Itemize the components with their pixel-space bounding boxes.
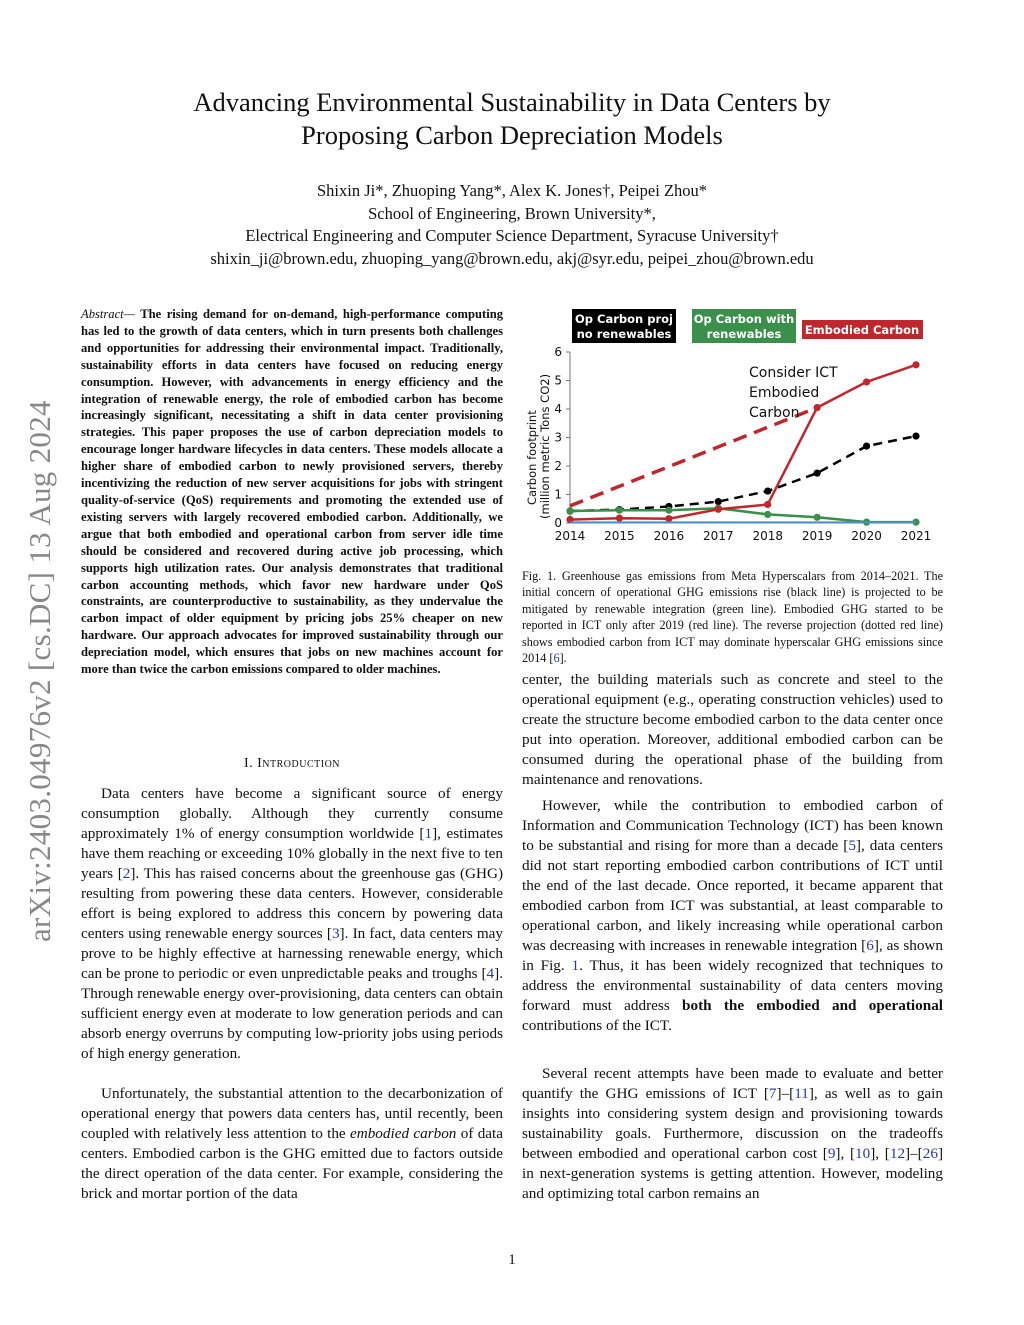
data-point [814,514,821,521]
section-heading-introduction: I. Introduction [243,756,341,771]
citation-link[interactable]: 7 [768,1085,777,1102]
data-point [764,511,771,518]
bold-phrase: both the embodied and operational [682,997,944,1014]
page-number: 1 [508,1252,516,1268]
affiliation-1: School of Engineering, Brown University*, [368,203,656,223]
data-point [764,501,771,508]
annotation-line: Embodied [749,385,820,401]
citation-link[interactable]: 6 [866,937,874,954]
y-axis-label-line-2: (million metric Tons CO2) [538,373,552,519]
data-point [665,515,672,522]
data-point [863,442,870,449]
data-point [814,404,821,411]
citation-link[interactable]: 3 [331,925,340,942]
y-tick-label: 4 [554,402,562,416]
emphasis: embodied carbon [350,1125,457,1142]
x-tick-label: 2018 [752,529,783,543]
figure-1-caption: Fig. 1. Greenhouse gas emissions from Meta Hyperscalars from 2014–2021. The initial concern of operational GHG emissions rise (black line) is projected to be mitigated by renewable integration (green line). Embodied GHG started to be reported in ICT only after 2019 (red line). The reverse projection (dotted red line) shows embodied carbon from ICT may dominate hyperscalar GHG emissions since 2014 [6]. [522,569,943,666]
title-line-2: Proposing Carbon Depreciation Models [301,120,723,150]
legend-label: Embodied Carbon [804,323,920,337]
citation-link[interactable]: 6 [553,651,560,666]
x-tick-label: 2014 [554,529,586,543]
x-tick-label: 2015 [604,529,635,543]
data-point [912,432,919,439]
x-tick-label: 2017 [703,529,734,543]
x-tick-label: 2021 [900,529,932,543]
abstract [81,306,503,678]
figure-reference-link[interactable]: 1 [571,957,580,974]
x-tick-label: 2016 [653,529,685,543]
y-tick-label: 1 [554,487,562,502]
citation-link[interactable]: 10 [855,1145,871,1162]
title-line-1: Advancing Environmental Sustainability in Data Centers by [193,87,831,117]
arxiv-identifier: arXiv:2403.04976v2 [cs.DC] 13 Aug 2024 [22,400,57,942]
citation-link[interactable]: 9 [827,1145,836,1162]
y-axis-label [525,374,552,519]
data-point [912,361,919,368]
data-point [764,487,771,494]
data-point [715,498,722,505]
data-point [814,470,821,477]
y-tick-label: 2 [554,459,562,473]
data-point [715,506,722,513]
y-axis-label-line-1: Carbon footprint [525,410,539,505]
x-tick-label: 2019 [801,529,833,543]
data-point [566,507,573,514]
x-tick-label: 2020 [851,529,882,543]
affiliation-2: Electrical Engineering and Computer Science Department, Syracuse University† [245,226,779,246]
data-point [665,507,672,514]
legend-label: renewables [706,327,782,341]
chart-legend [572,309,923,343]
right-paragraph-2: However, while the contribution to embodied carbon of Information and Communication Technology (ICT) has been known to be substantial and rising for more than a decade [5], data centers did not start reporting embodied carbon contributions of ICT until the end of the last decade. Once reported, it became apparent that embodied carbon from ICT was substantial, at least comparable to operational carbon, and likely increasing while operational carbon was decreasing with increases in renewable integration [6], as shown in Fig. 1. Thus, it has been widely recognized that techniques to address the environmental sustainability of data centers moving forward must address both the embodied and operational contributions of the ICT. [522,797,944,1034]
citation-link[interactable]: 2 [122,865,131,882]
y-tick-label: 0 [554,516,562,530]
intro-paragraph-2: Unfortunately, the substantial attention to the decarbonization of operational energy that powers data centers has, until recently, been coupled with relatively less attention to the embodied carbon of data centers. Embodied carbon is the GHG emitted due to factors outside the direct operation of the data center. For example, considering the brick and mortar portion of the data [81,1085,504,1202]
right-paragraph-1: center, the building materials such as concrete and steel to the operational equipment (e.g., operating construction vehicles) used to create the structure become embodied carbon to the data center once put into operation. Moreover, additional embodied carbon can be consumed during the operational phase of the building from maintenance and renovations. [522,671,943,788]
citation-link[interactable]: 11 [794,1085,809,1102]
y-tick-label: 3 [554,430,562,445]
legend-label: Op Carbon with [693,312,795,326]
author-names: Shixin Ji*, Zhuoping Yang*, Alex K. Jones†, Peipei Zhou* [316,181,708,200]
abstract-text: The rising demand for on-demand, high-performance computing has led to the growth of data centers, which in turn presents both challenges and opportunities for addressing their environmental impact. Traditionally, sustainability efforts in data centers have focused on reducing energy consumption. However, with advancements in energy efficiency and the integration of renewable energy, the role of embodied carbon has become increasingly significant, necessitating a shift in data center provisioning strategies. This paper proposes the use of carbon depreciation models to encourage longer hardware lifecycles in data centers. These models allocate a higher share of embodied carbon to newly provisioned servers, thereby incentivizing the reduction of new server acquisitions for jobs with stringent quality-of-service (QoS) requirements and promoting the extended use of existing servers with largely recovered embodied carbon. Additionally, we argue that both embodied and operational carbon from server idle time should be considered and recovered during active job processing, which supports high utilization rates. Our analysis demonstrates that traditional carbon accounting methods, which favor new hardware under QoS constraints, are counterproductive to sustainability, as they undervalue the carbon impact of older equipment by pricing jobs 25% cheaper on new hardware. Our approach advocates for improved sustainability through our depreciation model, which ensures that jobs on new machines account for more than twice the carbon emissions compared to older machines. [81,307,504,677]
data-point [616,507,623,514]
legend-label: Op Carbon proj [575,312,673,326]
intro-paragraph-1: Data centers have become a significant source of energy consumption globally. Although they currently consume approximately 1% of energy consumption worldwide [1], estimates have them reaching or exceeding 10% globally in the next five to ten years [2]. This has raised concerns about the greenhouse gas (GHG) resulting from powering these data centers. However, considerable effort is being explored to address this concern by powering data centers using renewable energy sources [3]. In fact, data centers may prove to be highly effective at harnessing renewable energy, which can be prone to periodic or even unpredictable peaks and troughs [4]. Through renewable energy over-provisioning, data centers can obtain sufficient energy even at moderate to low generation periods and can absorb energy overruns by computing low-priority jobs using periods of high energy generation. [81,785,504,1062]
citation-link[interactable]: 26 [922,1145,938,1162]
y-tick-label: 5 [554,373,562,388]
data-point [616,515,623,522]
citation-link[interactable]: 5 [848,837,856,854]
legend-label: no renewables [576,327,672,341]
citation-link[interactable]: 12 [889,1145,906,1162]
chart-annotation [749,365,838,421]
series-line [570,408,817,506]
right-paragraph-3: Several recent attempts have been made to evaluate and better quantify the GHG emissions of ICT [7]–[11], as well as to gain insights into considering system design and provisioning towards sustainability goals. Furthermore, discussion on the tradeoffs between embodied and operational carbon cost [9], [10], [12]–[26] in next-generation systems is getting attention. However, modeling and optimizing total carbon remains an [522,1065,943,1202]
author-emails: shixin_ji@brown.edu, zhuoping_yang@brown.edu, akj@syr.edu, peipei_zhou@brown.edu [210,248,814,268]
chart-marks [566,361,919,526]
citation-link[interactable]: 4 [486,965,495,982]
y-tick-label: 6 [554,345,562,359]
annotation-line: Carbon [749,405,800,421]
citation-link[interactable]: 1 [424,825,433,842]
data-point [863,378,870,385]
figure-1-chart [516,300,936,550]
abstract-label: Abstract— [81,307,135,321]
author-block [0,180,1024,270]
paper-title [0,86,1024,152]
annotation-line: Consider ICT [749,365,838,381]
